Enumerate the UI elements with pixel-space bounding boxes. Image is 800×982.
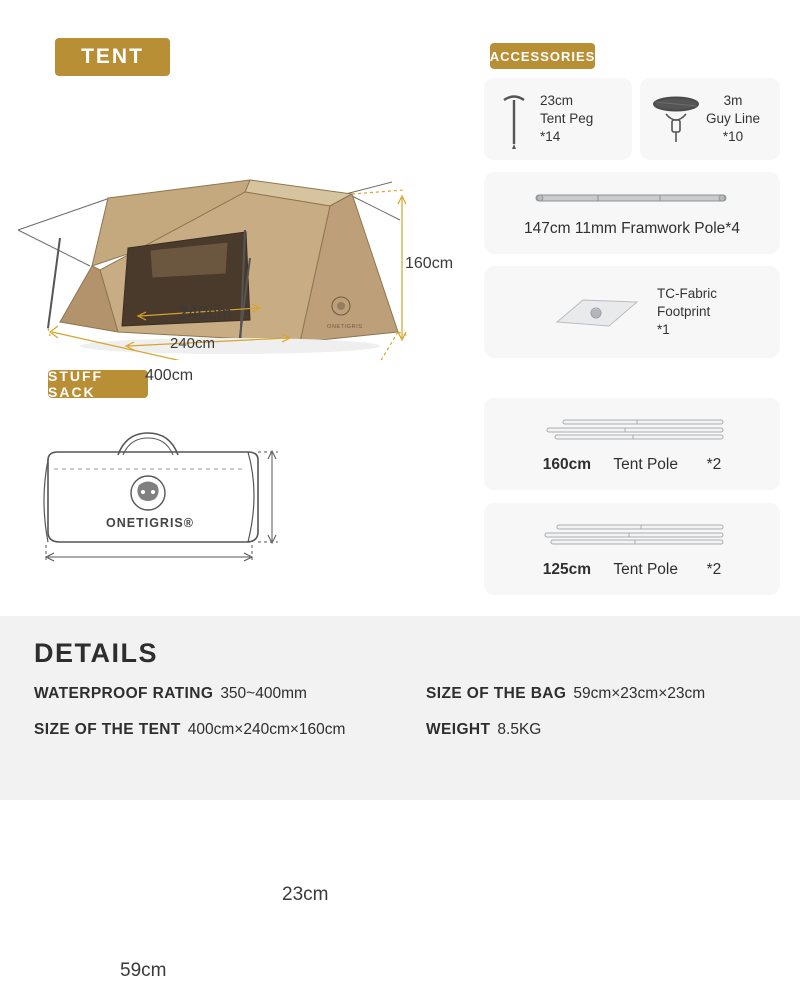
svg-text:ONETIGRIS: ONETIGRIS	[327, 324, 363, 330]
spec-value: 8.5KG	[497, 721, 542, 738]
tent-inner-width-dimension: 240cm	[178, 303, 233, 323]
accessory-size-tent-pole-160: 160cm	[542, 456, 591, 473]
stuff-sack-length-dimension: 59cm	[120, 960, 167, 981]
spec-value: 350~400mm	[220, 685, 307, 702]
accessory-name-footprint-line1: TC-Fabric	[657, 285, 717, 301]
accessory-qty-tent-pole-160: *2	[706, 456, 722, 473]
accessory-size-tent-peg: 23cm	[540, 92, 574, 108]
spec-key: SIZE OF THE TENT	[34, 721, 181, 738]
accessory-card-tent-pole-125	[484, 503, 780, 595]
spec-key: SIZE OF THE BAG	[426, 685, 567, 702]
spec-value: 59cm×23cm×23cm	[573, 685, 706, 702]
accessory-size-tent-pole-125: 125cm	[542, 561, 591, 578]
section-badge-tent-label: TENT	[81, 45, 144, 68]
spec-key: WATERPROOF RATING	[34, 685, 214, 702]
tent-pole-icon	[537, 519, 727, 551]
tent-drawing	[0, 70, 470, 360]
footprint-icon	[547, 286, 643, 338]
accessory-name-tent-pole-160: Tent Pole	[613, 456, 678, 473]
accessory-card-guy-line	[640, 78, 780, 160]
accessory-card-tent-peg	[484, 78, 632, 160]
stuff-sack-drawing	[10, 405, 350, 600]
accessory-label-framework-pole: 147cm 11mm Framwork Pole*4	[524, 220, 740, 237]
spec-value: 400cm×240cm×160cm	[187, 721, 346, 738]
framework-pole-icon	[532, 188, 732, 210]
accessory-size-guy-line: 3m	[723, 92, 743, 108]
accessory-card-framework-pole	[484, 172, 780, 254]
tent-peg-icon	[494, 88, 534, 150]
tent-depth-dimension: 240cm	[170, 335, 216, 352]
section-badge-stuff-sack-label: STUFF SACK	[48, 368, 104, 400]
spec-waterproof-rating	[34, 685, 426, 703]
details-panel	[0, 616, 800, 800]
spec-key: WEIGHT	[426, 721, 491, 738]
stuff-sack-height-dimension: 23cm	[282, 884, 329, 905]
accessory-name-footprint-line2: Footprint	[657, 303, 711, 319]
spec-size-of-the-tent	[34, 721, 426, 739]
details-title: DETAILS	[34, 638, 158, 668]
accessory-qty-guy-line: *10	[722, 129, 744, 145]
accessory-qty-tent-pole-125: *2	[706, 561, 722, 578]
spec-weight	[426, 721, 766, 739]
section-badge-stuff-sack	[48, 370, 148, 398]
details-spec-grid	[34, 685, 766, 739]
spec-size-of-the-bag	[426, 685, 766, 703]
tent-pole-icon	[537, 414, 727, 446]
guy-line-icon	[650, 88, 702, 150]
accessory-name-tent-pole-125: Tent Pole	[613, 561, 678, 578]
section-badge-accessories-label: ACCESSORIES	[489, 48, 596, 64]
accessory-card-footprint	[484, 266, 780, 358]
accessory-qty-footprint: *1	[657, 322, 670, 338]
tent-length-dimension: 400cm	[145, 367, 194, 384]
accessory-name-guy-line: Guy Line	[706, 110, 761, 126]
accessory-qty-tent-peg: *14	[540, 129, 561, 145]
svg-text:ONETIGRIS®: ONETIGRIS®	[106, 516, 194, 530]
accessory-name-tent-peg: Tent Peg	[540, 110, 594, 126]
accessory-card-tent-pole-160	[484, 398, 780, 490]
tent-height-dimension: 160cm	[405, 255, 454, 272]
section-badge-accessories	[490, 43, 595, 69]
